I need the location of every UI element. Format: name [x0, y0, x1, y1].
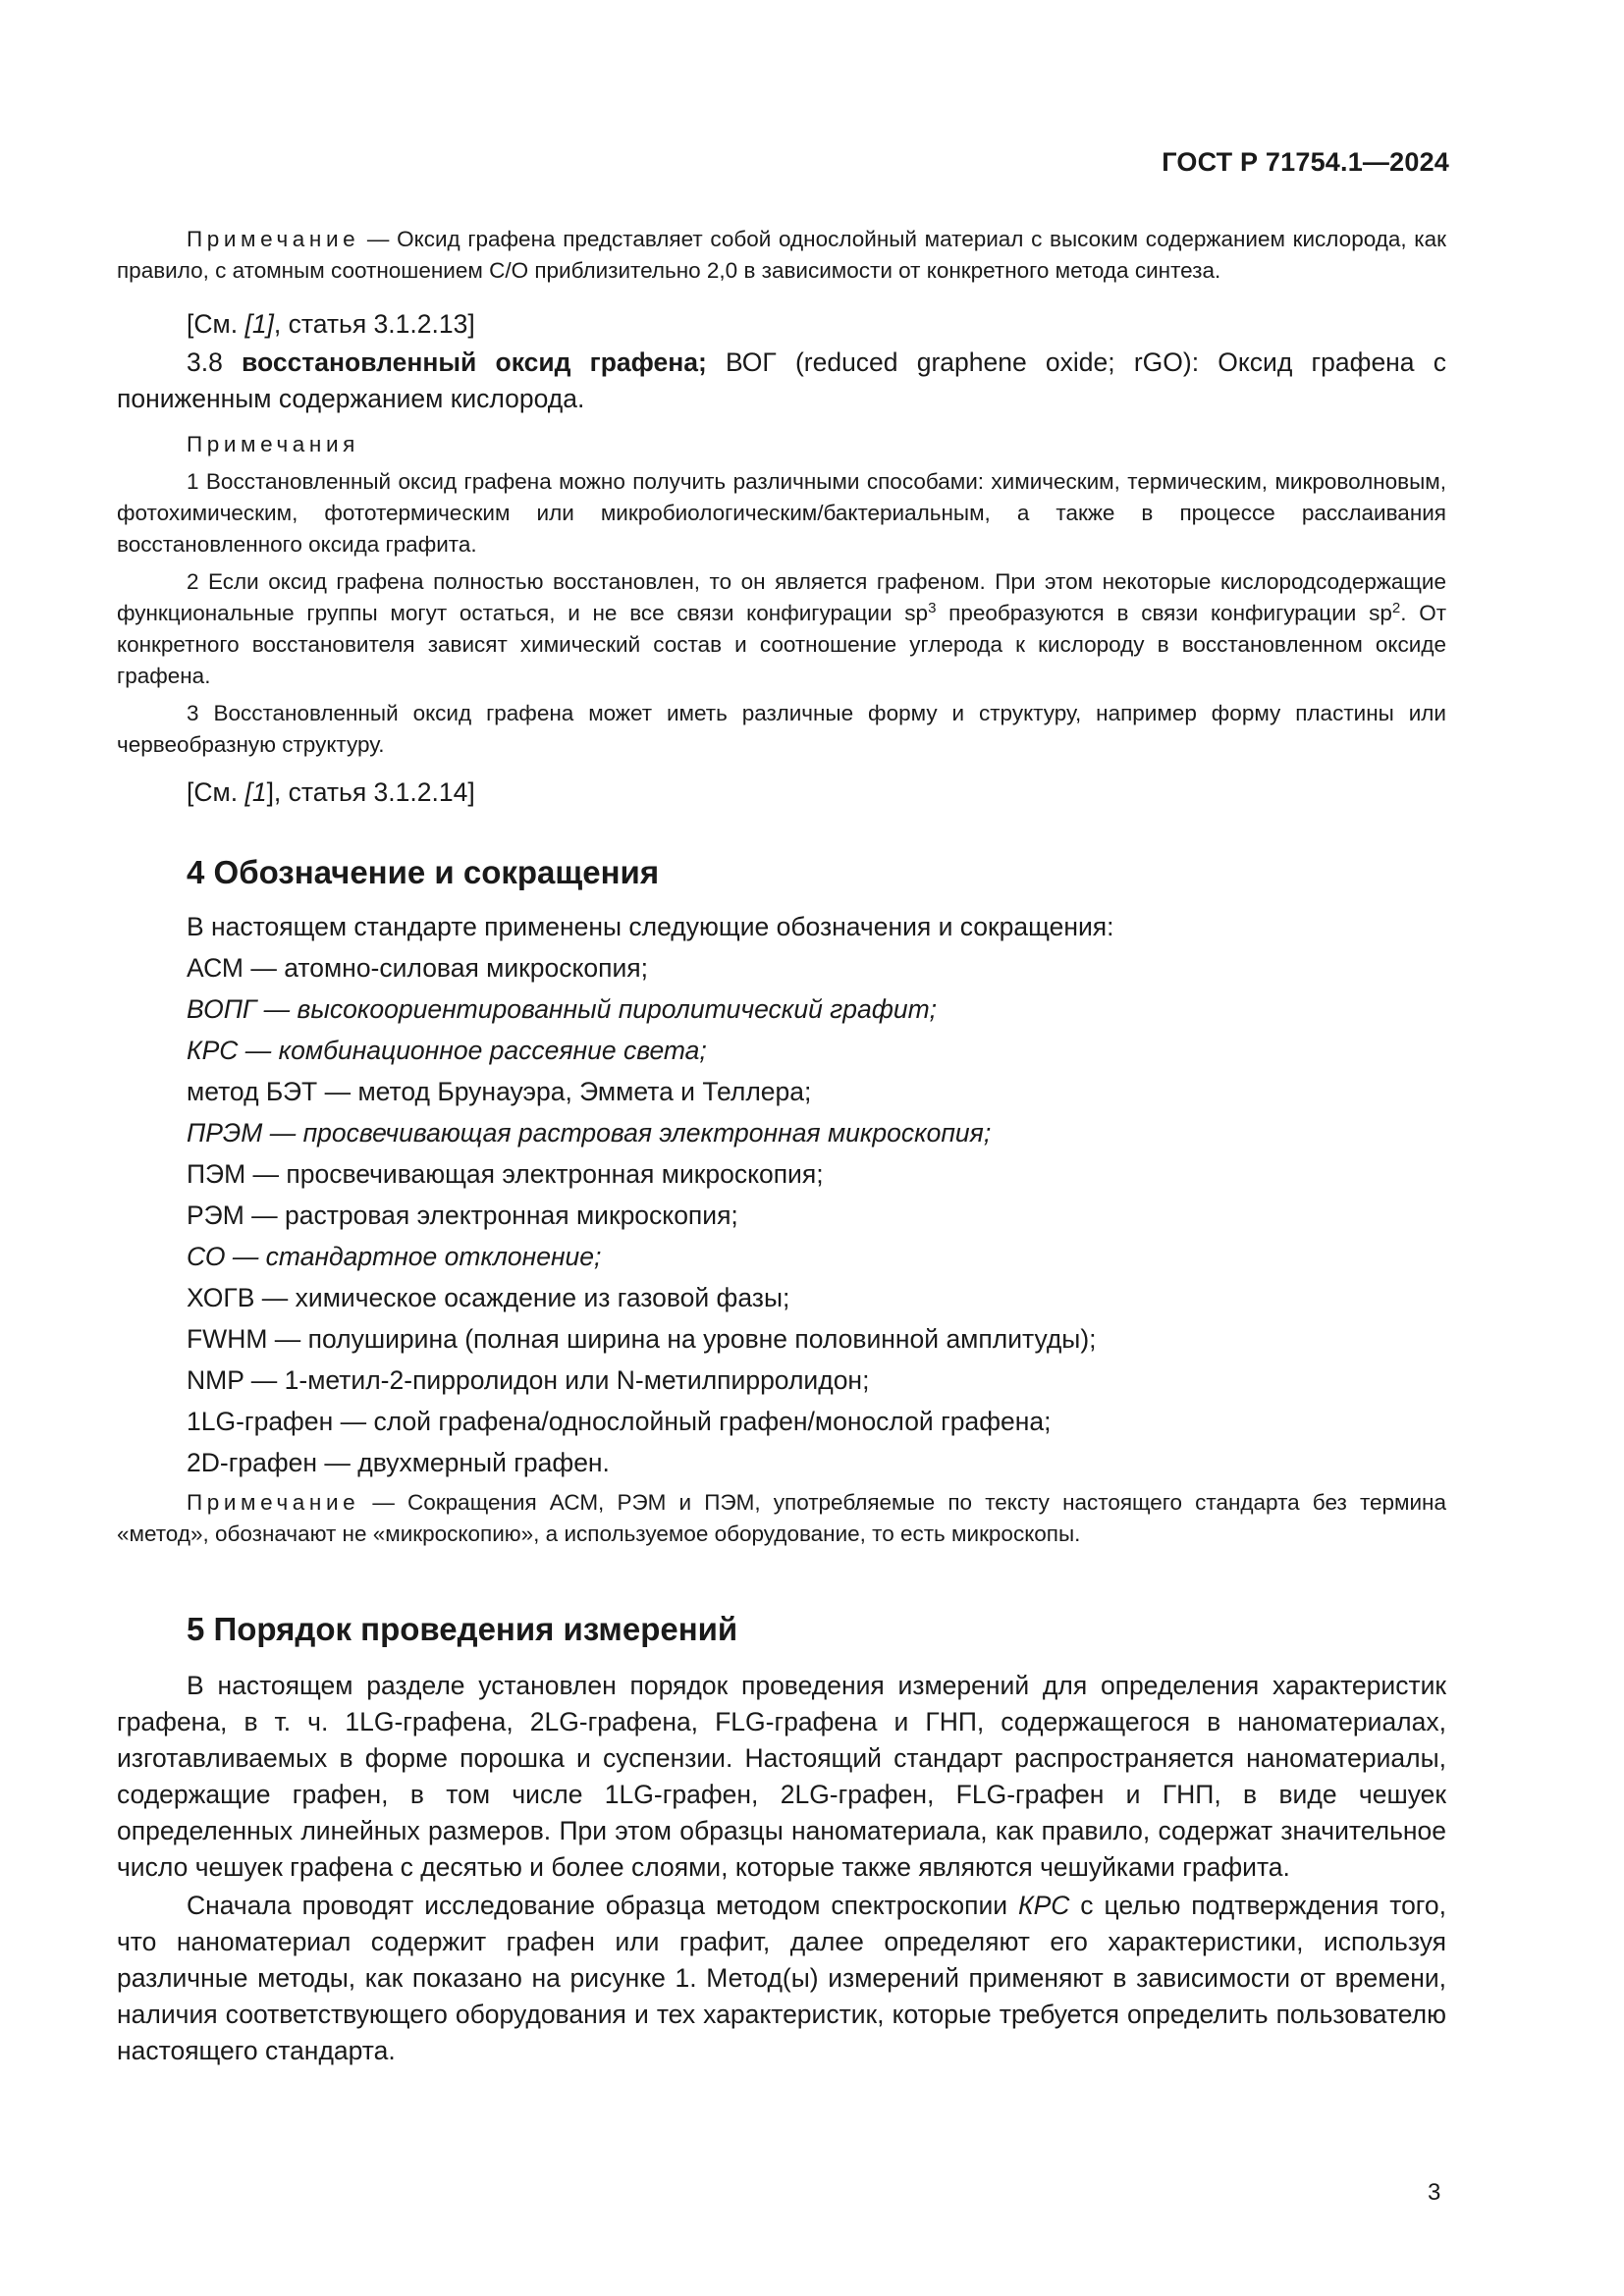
note-label: Примечание — [187, 227, 360, 251]
list-item: ВОПГ — высокоориентированный пиролитический графит; — [187, 994, 938, 1024]
abbreviations-list — [117, 950, 1446, 1481]
reference-cite: [1 — [244, 777, 267, 807]
section-4-title: 4 Обозначение и сокращения — [187, 854, 660, 890]
term-name: восстановленный оксид графена; — [242, 347, 707, 377]
term-number: 3.8 — [187, 347, 243, 377]
term-definition: ВОГ (reduced graphene oxide; rGO): Оксид графена с пониженным содержанием кислорода. — [117, 347, 1447, 413]
list-item: метод БЭТ — метод Брунауэра, Эммета и Теллера; — [187, 1077, 812, 1106]
reference-open: [См. — [187, 309, 245, 339]
list-item: ПРЭМ — просвечивающая растровая электронная микроскопия; — [187, 1118, 992, 1148]
list-item: РЭМ — растровая электронная микроскопия; — [187, 1201, 738, 1230]
section-5-paragraph-1: В настоящем разделе установлен порядок проведения измерений для определения характеристик графена, в т. ч. 1LG-графена, 2LG-графена, FLG-графена и ГНП, содержащегося в наноматериалах, изготавливаемых в форме порошка и суспензии. Настоящий стандарт распространяется наноматериалы, содержащие графен, в том числе 1LG-графен, 2LG-графен, FLG-графен и ГНП, в виде чешуек определенных линейных размеров. При этом образцы наноматериала, как правило, содержат значительное число чешуек графена с десятью и более слоями, которые также являются чешуйками графита. — [117, 1671, 1446, 1882]
superscript-3: 3 — [928, 600, 937, 616]
note-2-part-b: преобразуются в связи конфигурации sp — [936, 601, 1392, 625]
page-content — [117, 224, 1446, 2069]
section-4-intro: В настоящем стандарте применены следующие обозначения и сокращения: — [187, 912, 1114, 941]
note-text: — Сокращения АСМ, РЭМ и ПЭМ, употребляемые по тексту настоящего стандарта без термина «метод», обозначают не «микроскопию», а используемое оборудование, то есть микроскопы. — [117, 1490, 1446, 1546]
reference-rest: ], статья 3.1.2.14] — [266, 777, 475, 807]
paragraph-part: Сначала проводят исследование образца методом спектроскопии — [187, 1891, 1018, 1920]
list-item: ПЭМ — просвечивающая электронная микроскопия; — [187, 1159, 824, 1189]
list-item: 2D-графен — двухмерный графен. — [187, 1448, 610, 1477]
list-item: СО — стандартное отклонение; — [187, 1242, 602, 1271]
note-oxide — [117, 224, 1446, 287]
note-1: 1 Восстановленный оксид графена можно получить различными способами: химическим, термическим, микроволновым, фотохимическим, фототермическим или микробиологическим/бактериальным, а также в процессе расслаивания восстановленного оксида графита. — [117, 469, 1446, 557]
reference-1 — [117, 306, 1446, 343]
notes-label: Примечания — [187, 432, 359, 456]
note-2 — [117, 566, 1446, 692]
list-item: 1LG-графен — слой графена/однослойный графен/монослой графена; — [187, 1407, 1052, 1436]
notes-heading — [117, 429, 1446, 460]
note-text: — Оксид графена представляет собой однослойный материал с высоким содержанием кислорода, как правило, с атомным соотношением С/О приблизительно 2,0 в зависимости от конкретного метода синтеза. — [117, 227, 1446, 283]
paragraph-italic-term: КРС — [1017, 1891, 1070, 1920]
page-number: 3 — [1428, 2179, 1441, 2206]
section-4-note — [117, 1487, 1446, 1550]
list-item: КРС — комбинационное рассеяние света; — [187, 1036, 707, 1065]
list-item: ХОГВ — химическое осаждение из газовой фазы; — [187, 1283, 790, 1312]
list-item: NMP — 1-метил-2-пирролидон или N-метилпирролидон; — [187, 1365, 870, 1395]
paragraph-part: с целью подтверждения того, что наноматериал содержит графен или графит, далее определяют его характеристики, используя различные методы, как показано на рисунке 1. Метод(ы) измерений применяют в зависимости от времени, наличия соответствующего оборудования и тех характеристик, которые требуется определить пользователю настоящего стандарта. — [117, 1891, 1446, 2065]
term-3-8 — [117, 345, 1446, 417]
list-item: АСМ — атомно-силовая микроскопия; — [187, 953, 648, 983]
section-5-paragraph-2 — [117, 1888, 1446, 2069]
reference-cite: [1] — [244, 309, 274, 339]
reference-rest: , статья 3.1.2.13] — [273, 309, 475, 339]
reference-open: [См. — [187, 777, 245, 807]
reference-2 — [117, 774, 1446, 811]
superscript-2: 2 — [1391, 600, 1401, 616]
note-label: Примечание — [187, 1490, 360, 1515]
note-3: 3 Восстановленный оксид графена может иметь различные форму и структуру, например форму пластины или червеобразную структуру. — [117, 701, 1446, 757]
note-2-part-a: 2 Если оксид графена полностью восстановлен, то он является графеном. При этом некоторые кислородсодержащие функциональные группы могут остаться, и не все связи конфигурации sp — [117, 569, 1446, 625]
list-item: FWHM — полуширина (полная ширина на уровне половинной амплитуды); — [187, 1324, 1097, 1354]
document-code-header: ГОСТ Р 71754.1—2024 — [1162, 147, 1449, 177]
section-5-title: 5 Порядок проведения измерений — [187, 1611, 738, 1647]
note-2-part-c: . От конкретного восстановителя зависят химический состав и соотношение углерода к кислороду в восстановленном оксиде графена. — [117, 601, 1446, 688]
